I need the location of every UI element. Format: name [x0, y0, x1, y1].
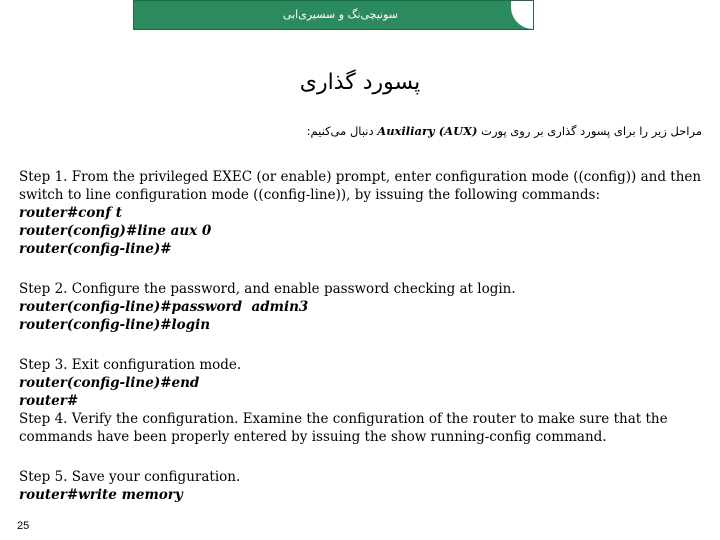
- banner-title: سونیچی‌نگ و سسیری‌ابی: [282, 8, 398, 21]
- step4-label: Step 4.: [19, 411, 68, 427]
- step4-line2: commands have been properly entered by issuing the show running-config command.: [19, 429, 607, 445]
- intro-text-before: مراحل زیر را برای پسورد گذاری بر روی پورت: [481, 124, 702, 138]
- step4-line1: [19, 410, 689, 428]
- step5-label: Step 5.: [19, 469, 68, 485]
- step3-line: [19, 356, 689, 374]
- step1-text1: From the privileged EXEC (or enable) prompt, enter configuration mode ((config)) and then: [67, 169, 702, 185]
- step5-command: router#write memory: [19, 487, 183, 503]
- header-banner: [133, 0, 534, 30]
- intro-line: [22, 124, 702, 138]
- page-number: 25: [17, 520, 30, 532]
- step3-command: router#: [19, 393, 79, 409]
- step5-line: [19, 468, 689, 486]
- step4-text1: Verify the configuration. Examine the configuration of the router to make sure that the: [67, 411, 668, 427]
- step1-command: router#conf t: [19, 205, 122, 221]
- steps-content: [19, 168, 702, 504]
- step2-label: Step 2.: [19, 281, 68, 297]
- step1-command: router(config)#line aux 0: [19, 223, 212, 239]
- step3-text: Exit configuration mode.: [67, 357, 242, 373]
- intro-port-name: Auxiliary (AUX): [377, 124, 478, 138]
- step1-line2: switch to line configuration mode ((config-line)), by issuing the following commands:: [19, 187, 601, 203]
- banner-corner-decoration: [511, 1, 533, 29]
- page-title: پسورد گذاری: [299, 70, 421, 95]
- step2-text: Configure the password, and enable password checking at login.: [67, 281, 516, 297]
- intro-text-after: دنبال می‌کنیم:: [306, 124, 374, 138]
- step2-command: router(config-line)#login: [19, 317, 211, 333]
- step1-label: Step 1.: [19, 169, 68, 185]
- step3-label: Step 3.: [19, 357, 68, 373]
- step2-command: router(config-line)#password admin3: [19, 299, 309, 315]
- step2-line: [19, 280, 689, 298]
- step1-command: router(config-line)#: [19, 241, 172, 257]
- step1-line1: [19, 168, 702, 186]
- step5-text: Save your configuration.: [67, 469, 241, 485]
- step3-command: router(config-line)#end: [19, 375, 200, 391]
